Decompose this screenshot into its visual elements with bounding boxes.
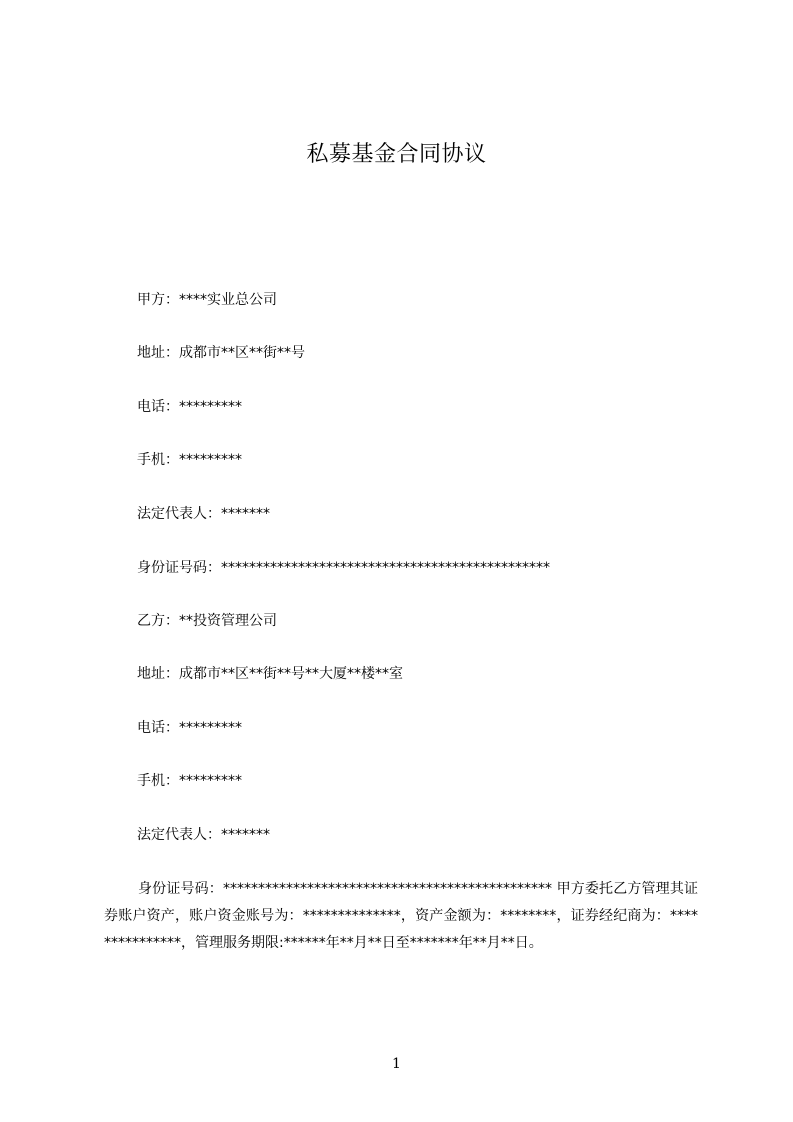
party-a-name: 甲方：****实业总公司 bbox=[137, 292, 277, 308]
party-b-name: 乙方：**投资管理公司 bbox=[137, 613, 277, 629]
document-title: 私募基金合同协议 bbox=[306, 142, 487, 167]
party-b-mobile: 手机：********* bbox=[137, 773, 242, 789]
party-b-address: 地址：成都市**区**街**号**大厦**楼**室 bbox=[137, 666, 403, 682]
page-number: 1 bbox=[392, 1056, 401, 1072]
party-a-mobile: 手机：********* bbox=[137, 452, 242, 468]
party-a-address: 地址：成都市**区**街**号 bbox=[137, 345, 305, 361]
party-b-phone: 电话：********* bbox=[137, 720, 242, 736]
party-a-legal-representative: 法定代表人：******* bbox=[137, 506, 270, 522]
party-a-id-number: 身份证号码：*********************************************** bbox=[137, 560, 550, 576]
party-b-legal-representative: 法定代表人：******* bbox=[137, 827, 270, 843]
entrustment-paragraph: 身份证号码：*********************************************** 甲方委托乙方管理其证券账户资产，账户资金账号为：**************，资产金额为：********，证券经纪商为：***************，管理服务期限:******年**月**日至*******年**月**日。 bbox=[104, 881, 698, 951]
party-a-phone: 电话：********* bbox=[137, 399, 242, 415]
